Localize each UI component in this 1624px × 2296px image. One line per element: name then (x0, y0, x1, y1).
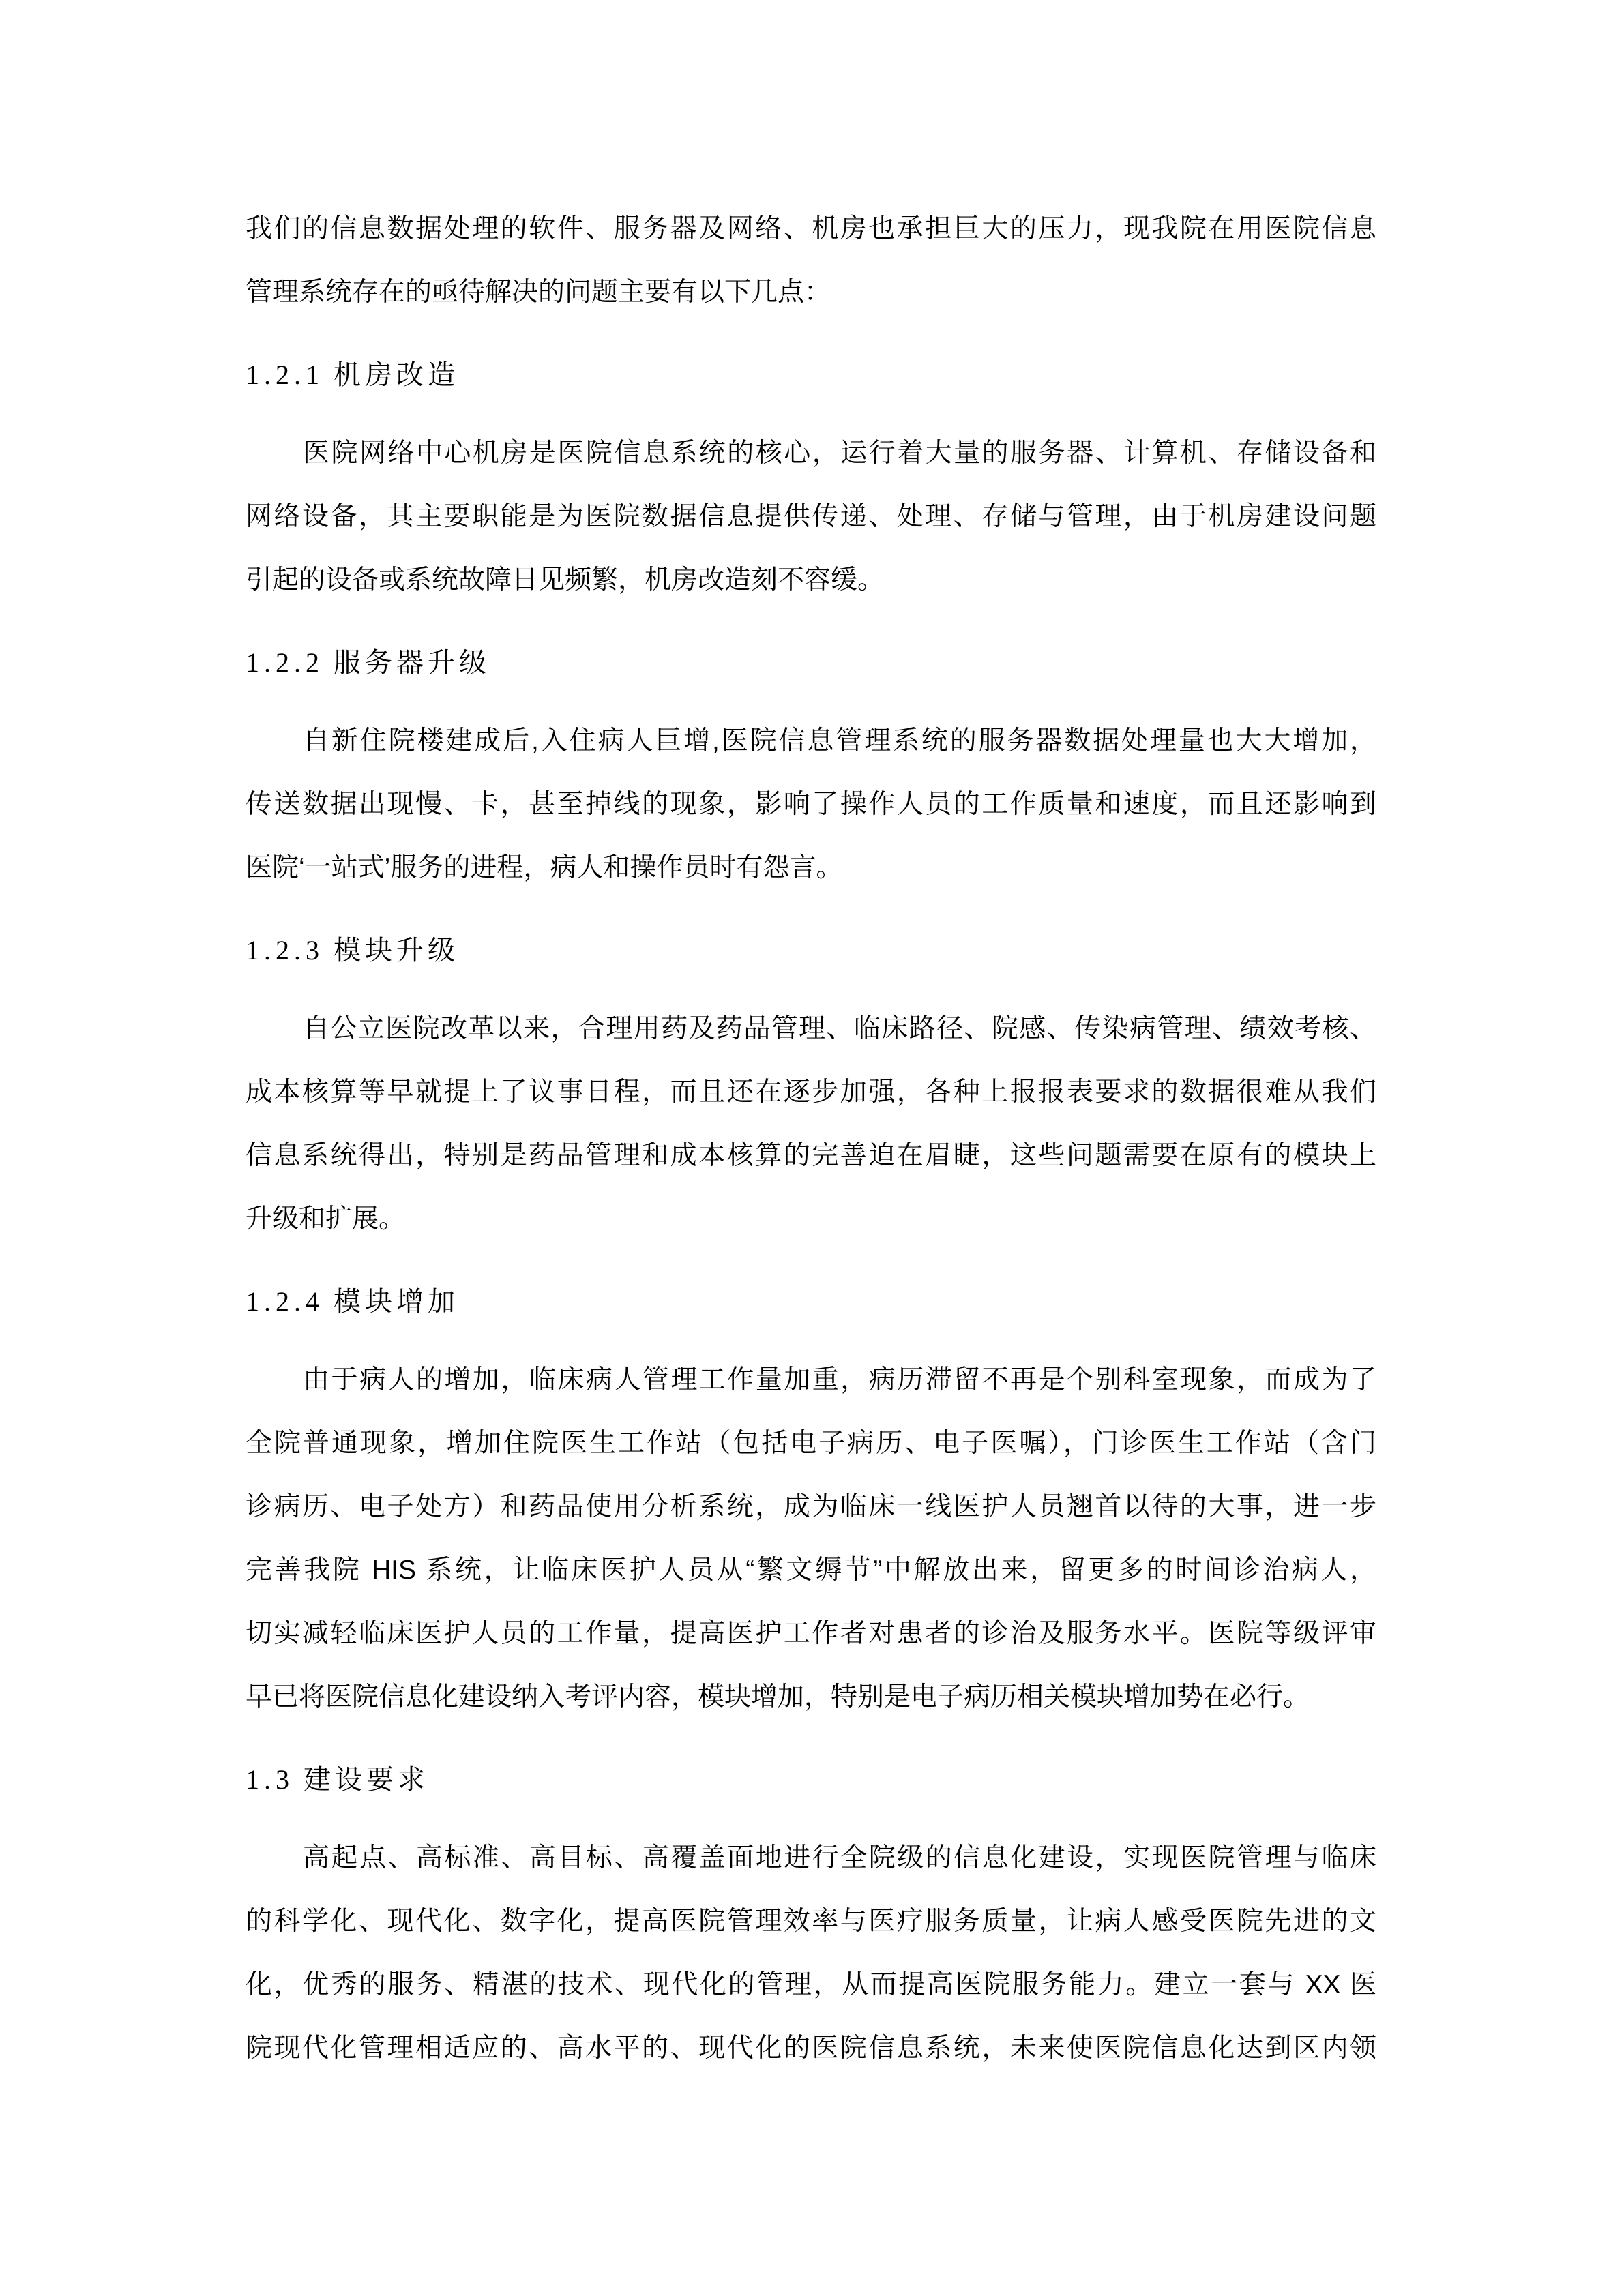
text-line: 的科学化、现代化、数字化，提高医院管理效率与医疗服务质量，让病人感受医院先进的文 (246, 1907, 1376, 1936)
section-heading (246, 919, 1376, 982)
text-line: 医院网络中心机房是医院信息系统的核心，运行着大量的服务器、计算机、存储设备和 (303, 438, 1376, 468)
heading-title: 模块升级 (334, 935, 459, 966)
section-heading (246, 1270, 1376, 1333)
section-heading (246, 343, 1376, 406)
text-line: 网络设备，其主要职能是为医院数据信息提供传递、处理、存储与管理，由于机房建设问题 (246, 502, 1376, 531)
text-line: 化，优秀的服务、精湛的技术、现代化的管理，从而提高医院服务能力。建立一套与 XX 医 (246, 1970, 1376, 1999)
heading-number: 1.2.3 (246, 935, 324, 966)
text-line: 全院普通现象，增加住院医生工作站（包括电子病历、电子医嘱），门诊医生工作站（含门 (246, 1429, 1376, 1458)
text-line: 传送数据出现慢、卡，甚至掉线的现象，影响了操作人员的工作质量和速度，而且还影响到 (246, 790, 1376, 819)
heading-number: 1.2.1 (246, 359, 324, 390)
body-paragraph (246, 997, 1376, 1251)
body-paragraph (246, 197, 1376, 324)
text-line: 成本核算等早就提上了议事日程，而且还在逐步加强，各种上报报表要求的数据很难从我们 (246, 1077, 1376, 1107)
heading-title: 建设要求 (304, 1764, 429, 1795)
text-line: 完善我院 HIS 系统，让临床医护人员从“繁文缛节”中解放出来，留更多的时间诊治病人， (246, 1555, 1376, 1585)
text-line: 信息系统得出，特别是药品管理和成本核算的完善迫在眉睫，这些问题需要在原有的模块上 (246, 1141, 1376, 1170)
section-heading (246, 1748, 1376, 1811)
heading-title: 模块增加 (334, 1286, 459, 1317)
body-paragraph (246, 1826, 1376, 2080)
heading-title: 机房改造 (334, 359, 459, 390)
heading-number: 1.2.4 (246, 1286, 324, 1317)
section-heading (246, 631, 1376, 694)
heading-title: 服务器升级 (334, 647, 490, 678)
text-line: 自新住院楼建成后,入住病人巨增,医院信息管理系统的服务器数据处理量也大大增加， (303, 726, 1376, 756)
text-line: 升级和扩展。 (246, 1204, 406, 1234)
text-line: 引起的设备或系统故障日见频繁，机房改造刻不容缓。 (246, 565, 885, 595)
heading-number: 1.2.2 (246, 647, 324, 678)
text-line: 切实减轻临床医护人员的工作量，提高医护工作者对患者的诊治及服务水平。医院等级评审 (246, 1619, 1376, 1648)
text-line: 我们的信息数据处理的软件、服务器及网络、机房也承担巨大的压力，现我院在用医院信息 (246, 214, 1376, 243)
body-paragraph (246, 1348, 1376, 1729)
text-line: 院现代化管理相适应的、高水平的、现代化的医院信息系统，未来使医院信息化达到区内领 (246, 2033, 1376, 2063)
text-line: 高起点、高标准、高目标、高覆盖面地进行全院级的信息化建设，实现医院管理与临床 (303, 1843, 1376, 1873)
text-line: 早已将医院信息化建设纳入考评内容，模块增加，特别是电子病历相关模块增加势在必行。 (246, 1682, 1310, 1712)
text-line: 自公立医院改革以来，合理用药及药品管理、临床路径、院感、传染病管理、绩效考核、 (303, 1014, 1376, 1043)
body-paragraph (246, 709, 1376, 899)
text-line: 管理系统存在的亟待解决的问题主要有以下几点： (246, 278, 831, 307)
text-line: 医院‘一站式’服务的进程，病人和操作员时有怨言。 (246, 853, 843, 882)
heading-number: 1.3 (246, 1764, 294, 1795)
text-line: 诊病历、电子处方）和药品使用分析系统，成为临床一线医护人员翘首以待的大事，进一步 (246, 1492, 1376, 1521)
body-paragraph (246, 421, 1376, 612)
text-line: 由于病人的增加，临床病人管理工作量加重，病历滞留不再是个别科室现象，而成为了 (303, 1365, 1376, 1395)
